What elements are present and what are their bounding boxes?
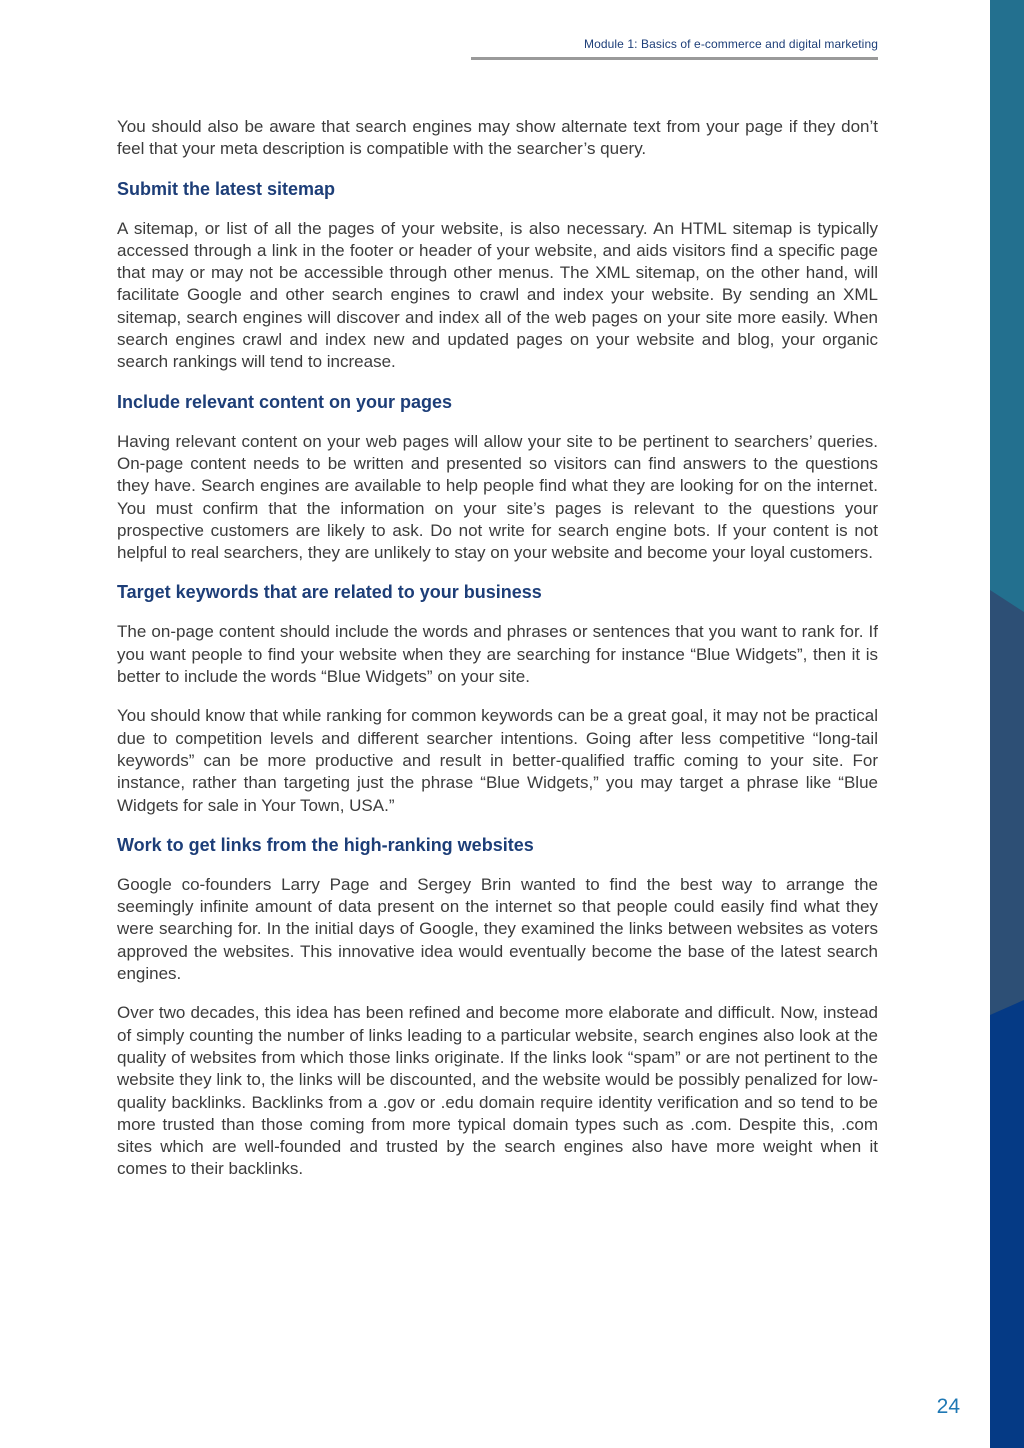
sitemap-paragraph: A sitemap, or list of all the pages of your website, is also necessary. An HTML sitemap is typically accessed through a link in the footer or header of your website, and aids visitors find a specific page that may or may not be accessible through other menus. The XML sitemap, on the other hand, will facilitate Google and other search engines to crawl and index your website. By sending an XML sitemap, search engines will discover and index all of the web pages on your site more easily. When search engines crawl and index new and updated pages on your website and blog, your organic search rankings will tend to increase.: [117, 218, 878, 372]
keywords-paragraph-2: You should know that while ranking for common keywords can be a great goal, it may not be practical due to competition levels and different searcher intentions. Going after less competitive “long-tail keywords” can be more productive and result in better-qualified traffic coming to your site. For instance, rather than targeting just the phrase “Blue Widgets,” you may target a phrase like “Blue Widgets for sale in Your Town, USA.”: [117, 706, 879, 815]
keywords-paragraph-1: The on-page content should include the words and phrases or sentences that you want to rank for. If you want people to find your website when they are searching for instance “Blue Widgets”, then it is better to include the words “Blue Widgets” on your site.: [117, 622, 878, 687]
module-title: Module 1: Basics of e-commerce and digital marketing: [584, 37, 878, 51]
band-segment-middle: [990, 590, 1024, 1040]
running-header: [471, 36, 878, 60]
side-color-band: [990, 0, 1024, 1448]
relevant-content-paragraph: Having relevant content on your web pages will allow your site to be pertinent to searchers’ queries. On-page content needs to be written and presented so visitors can find answers to the questions they have. Search engines are available to help people find what they are looking for on the internet. You must confirm that the information on your site’s pages is relevant to the questions your prospective customers are likely to ask. Do not write for search engine bots. If your content is not helpful to real searchers, they are unlikely to stay on your website and become your loyal customers.: [117, 431, 878, 563]
heading-links: Work to get links from the high-ranking websites: [117, 834, 534, 855]
intro-paragraph: You should also be aware that search engines may show alternate text from your page if they don’t feel that your meta description is compatible with the searcher’s query.: [117, 117, 878, 159]
links-paragraph-2: Over two decades, this idea has been refined and become more elaborate and difficult. Now, instead of simply counting the number of links leading to a particular website, search engines also look at the quality of websites from which those links originate. If the links look “spam” or are not pertinent to the website they link to, the links will be discounted, and the website would be possibly penalized for low-quality backlinks. Backlinks from a .gov or .edu domain require identity verification and so tend to be more trusted than those coming from more typical domain types such as .com. Despite this, .com sites which are well-founded and trusted by the search engines also have more weight when it comes to their backlinks.: [117, 1003, 878, 1179]
heading-target-keywords: Target keywords that are related to your business: [117, 582, 542, 603]
band-segment-top: [990, 0, 1024, 620]
page-number: 24: [936, 1395, 960, 1418]
heading-relevant-content: Include relevant content on your pages: [117, 391, 453, 412]
main-content: [117, 116, 878, 1198]
links-paragraph-1: Google co-founders Larry Page and Sergey Brin wanted to find the best way to arrange the seemingly infinite amount of data present on the internet so that people could easily find what they were searching for. In the initial days of Google, they examined the links between websites as voters approved the websites. This innovative idea would eventually become the base of the latest search engines.: [117, 874, 878, 984]
header-divider: [471, 57, 878, 60]
band-segment-bottom: [990, 1000, 1024, 1448]
heading-sitemap: Submit the latest sitemap: [117, 178, 336, 199]
